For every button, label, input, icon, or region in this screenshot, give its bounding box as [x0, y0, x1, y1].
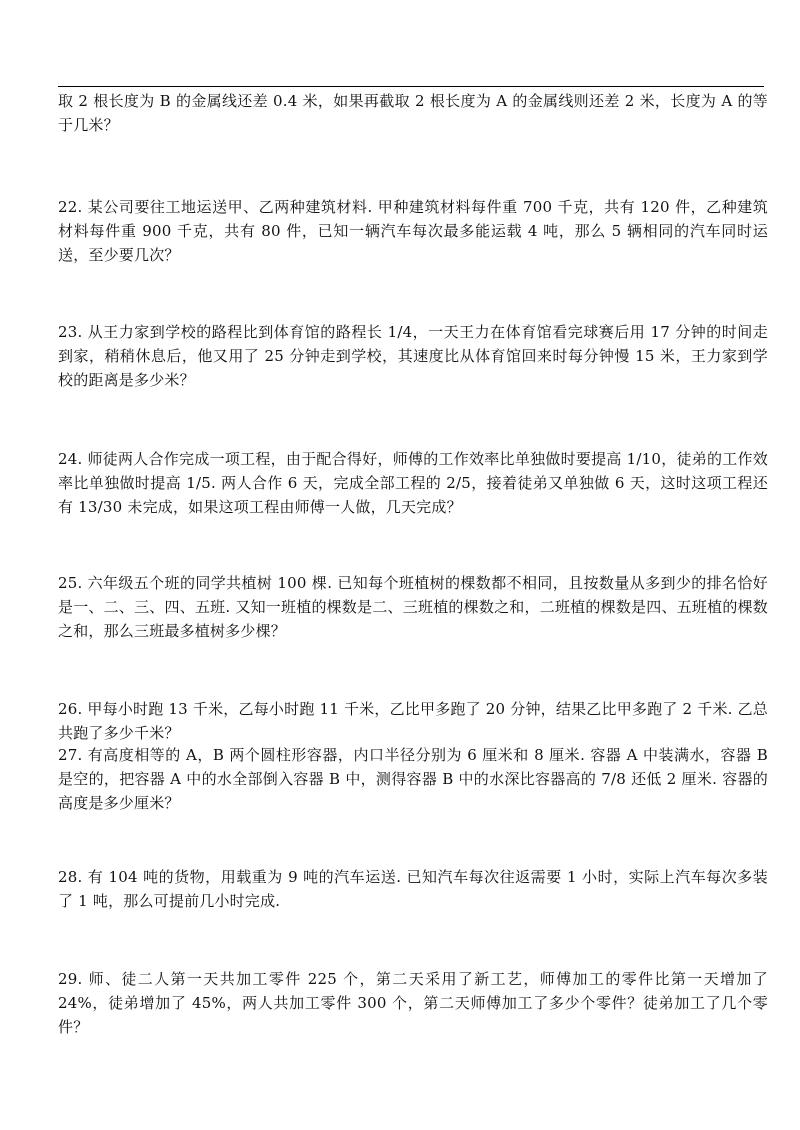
- problem-24: 24. 师徒两人合作完成一项工程，由于配合得好，师傅的工作效率比单独做时要提高 1/10，徒弟的工作效率比单独做时提高 1/5. 两人合作 6 天，完成全部工程的 2/5，接着徒弟又单独做 6 天，这时这项工程还有 13/30 未完成，如果这项工程由师傅一人做，几天完成？: [58, 450, 768, 516]
- problem-26: 26. 甲每小时跑 13 千米，乙每小时跑 11 千米，乙比甲多跑了 20 分钟，结果乙比甲多跑了 2 千米. 乙总共跑了多少千米？: [58, 700, 768, 742]
- top-rule: [58, 86, 764, 87]
- problem-continuation: 取 2 根长度为 B 的金属线还差 0.4 米，如果再截取 2 根长度为 A 的金属线则还差 2 米，长度为 A 的等于几米？: [58, 92, 768, 134]
- problem-28: 28. 有 104 吨的货物，用载重为 9 吨的汽车运送. 已知汽车每次往返需要 1 小时，实际上汽车每次多装了 1 吨，那么可提前几小时完成.: [58, 868, 768, 910]
- problem-25: 25. 六年级五个班的同学共植树 100 棵. 已知每个班植树的棵数都不相同，且按数量从多到少的排名恰好是一、二、三、四、五班. 又知一班植的棵数是二、三班植的棵数之和，二班植的棵数是四、五班植的棵数之和，那么三班最多植树多少棵？: [58, 574, 768, 640]
- problem-27: 27. 有高度相等的 A，B 两个圆柱形容器，内口半径分别为 6 厘米和 8 厘米. 容器 A 中装满水，容器 B 是空的，把容器 A 中的水全部倒入容器 B 中，测得容器 B 中的水深比容器高的 7/8 还低 2 厘米. 容器的高度是多少厘米？: [58, 746, 768, 812]
- problem-29: 29. 师、徒二人第一天共加工零件 225 个，第二天采用了新工艺，师傅加工的零件比第一天增加了 24%，徒弟增加了 45%，两人共加工零件 300 个，第二天师傅加工了多少个零件？徒弟加工了几个零件？: [58, 970, 768, 1036]
- problem-23: 23. 从王力家到学校的路程比到体育馆的路程长 1/4，一天王力在体育馆看完球赛后用 17 分钟的时间走到家，稍稍休息后，他又用了 25 分钟走到学校，其速度比从体育馆回来时每分钟慢 15 米，王力家到学校的距离是多少米？: [58, 323, 768, 389]
- problem-22: 22. 某公司要往工地运送甲、乙两种建筑材料. 甲种建筑材料每件重 700 千克，共有 120 件，乙种建筑材料每件重 900 千克，共有 80 件，已知一辆汽车每次最多能运载 4 吨，那么 5 辆相同的汽车同时运送，至少要几次？: [58, 198, 768, 264]
